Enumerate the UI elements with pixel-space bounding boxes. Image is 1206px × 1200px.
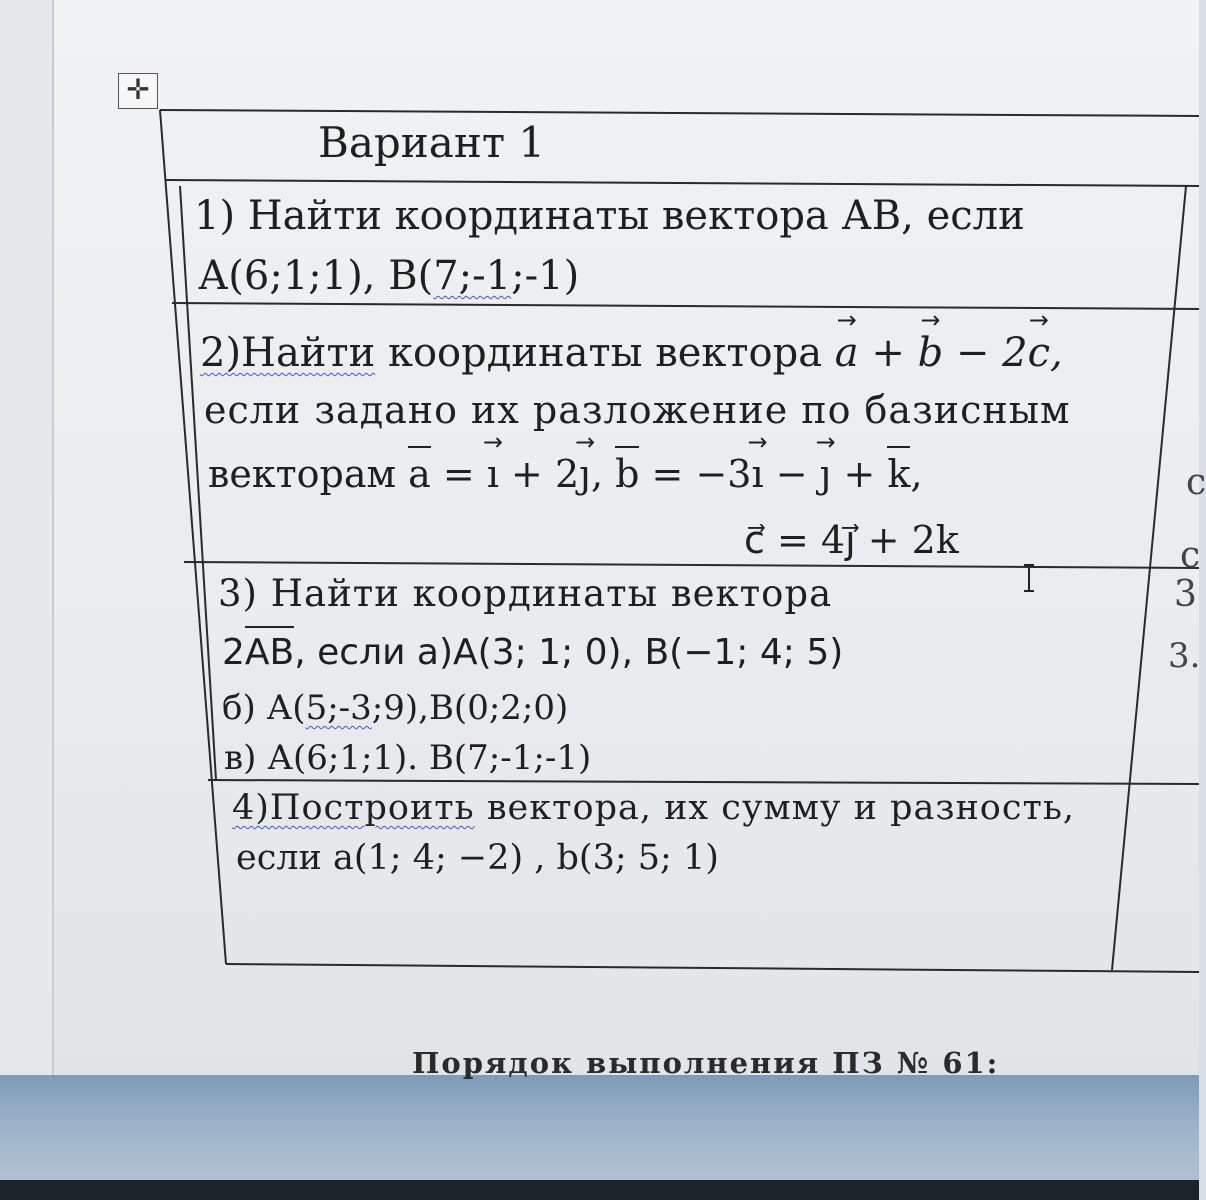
- move-cross-icon: ✛: [126, 73, 150, 106]
- variant-title: Вариант 1: [318, 118, 546, 167]
- next-section-heading: Порядок выполнения ПЗ № 61:: [412, 1046, 1000, 1080]
- task3-case-b-spellcheck: 5;-3: [305, 688, 372, 728]
- right-fragment-3: 3: [1174, 574, 1197, 615]
- task3-line1: 3) Найти координаты вектора: [218, 572, 833, 615]
- task4-line1: [232, 788, 1075, 828]
- task2-line1: [200, 330, 1063, 376]
- task2-number-spellcheck: 2)Найти: [200, 330, 376, 376]
- task2-line3: [208, 452, 923, 496]
- task3-vector-ab: AB: [244, 632, 295, 673]
- right-fragment-4: 3.: [1168, 636, 1201, 676]
- task2-line1-text: координаты вектора: [375, 330, 835, 376]
- task2-basis-expression: a = → ı + 2→ ȷ, b = −3→ ı − → ȷ + k,: [408, 452, 922, 496]
- task2-line2: если задано их разложение по базисным: [204, 388, 1071, 432]
- task1-line2: [198, 253, 579, 299]
- task3-scalar: 2: [222, 632, 245, 673]
- task4-line1-text: вектора, их сумму и разность,: [474, 788, 1076, 828]
- task3-case-b-c: ;9),В(0;2;0): [371, 688, 569, 728]
- task2-line3-prefix: векторам: [208, 452, 409, 496]
- monitor-bezel: [0, 1180, 1199, 1200]
- right-fragment-1: c: [1186, 462, 1206, 503]
- task4-line2: если а(1; 4; −2) , b(3; 5; 1): [236, 838, 719, 878]
- task3-line2: [222, 632, 843, 673]
- task1-coords-c: ;-1): [511, 253, 580, 299]
- task1-coords-spellcheck: 7;-1: [433, 253, 512, 299]
- task3-line4: в) А(6;1;1). В(7;-1;-1): [224, 738, 592, 778]
- task1-line1: 1) Найти координаты вектора АВ, если: [194, 193, 1025, 239]
- task2-expression: → a + → b − 2→ c,: [835, 330, 1063, 376]
- right-fragment-2: c: [1180, 535, 1201, 576]
- task3-case-b-a: б) А(: [222, 688, 306, 728]
- task3-case-a: , если а)А(3; 1; 0), В(−1; 4; 5): [294, 632, 844, 673]
- task1-coords-a: А(6;1;1), В(: [198, 253, 434, 299]
- task2-line4: c⃗ = 4j⃗ + 2k: [744, 518, 959, 562]
- task4-number-spellcheck: 4)Построить: [232, 788, 475, 828]
- i-beam-cursor-icon: [1022, 563, 1036, 593]
- table-move-handle[interactable]: [118, 73, 158, 109]
- task3-line3: [222, 688, 568, 728]
